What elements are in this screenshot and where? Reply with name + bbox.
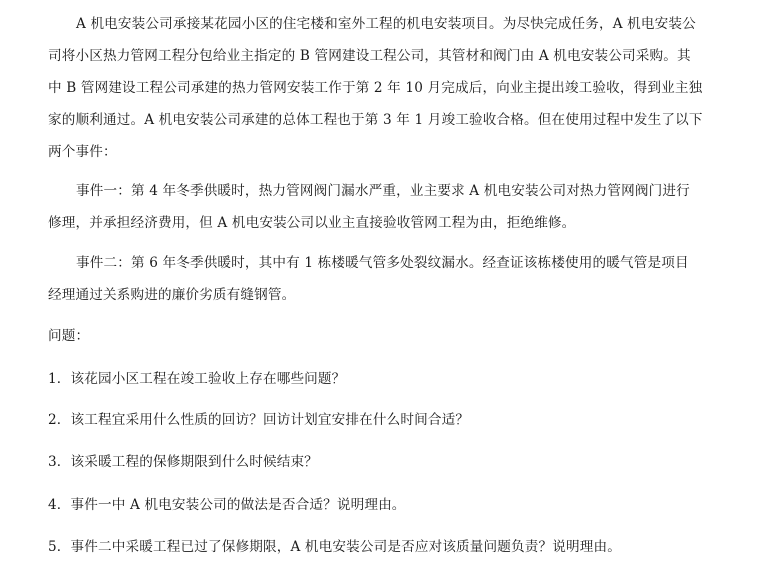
event-one-line-2: 修理，并承担经济费用，但 A 机电安装公司以业主直接验收管网工程为由，拒绝维修。	[48, 215, 576, 231]
question-item-3: 3．该采暖工程的保修期限到什么时候结束？	[48, 454, 318, 470]
intro-paragraph-line-3: 中 B 管网建设工程公司承建的热力管网安装工作于第 2 年 10 月完成后，向业主提出竣工验收，得到业主独	[48, 80, 703, 96]
questions-heading: 问题：	[48, 328, 90, 344]
question-item-4: 4．事件一中 A 机电安装公司的做法是否合适？说明理由。	[48, 497, 406, 513]
question-item-1: 1．该花园小区工程在竣工验收上存在哪些问题？	[48, 371, 346, 387]
intro-paragraph-line-1: A 机电安装公司承接某花园小区的住宅楼和室外工程的机电安装项目。为尽快完成任务，A 机电安装公	[76, 16, 696, 32]
intro-paragraph-line-2: 司将小区热力管网工程分包给业主指定的 B 管网建设工程公司，其管材和阀门由 A 机电安装公司采购。其	[48, 48, 691, 64]
intro-paragraph-line-5: 两个事件：	[48, 144, 117, 160]
question-item-5: 5．事件二中采暖工程已过了保修期限，A 机电安装公司是否应对该质量问题负责？说明理由。	[48, 539, 621, 555]
intro-paragraph-line-4: 家的顺利通过。A 机电安装公司承建的总体工程也于第 3 年 1 月竣工验收合格。但在使用过程中发生了以下	[48, 112, 703, 128]
event-one-line-1: 事件一：第 4 年冬季供暖时，热力管网阀门漏水严重，业主要求 A 机电安装公司对热力管网阀门进行	[76, 183, 690, 199]
event-two-line-1: 事件二：第 6 年冬季供暖时，其中有 1 栋楼暖气管多处裂纹漏水。经查证该栋楼使用的暖气管是项目	[76, 255, 689, 271]
question-item-2: 2．该工程宜采用什么性质的回访？回访计划宜安排在什么时间合适？	[48, 412, 470, 428]
event-two-line-2: 经理通过关系购进的廉价劣质有缝钢管。	[48, 287, 296, 303]
